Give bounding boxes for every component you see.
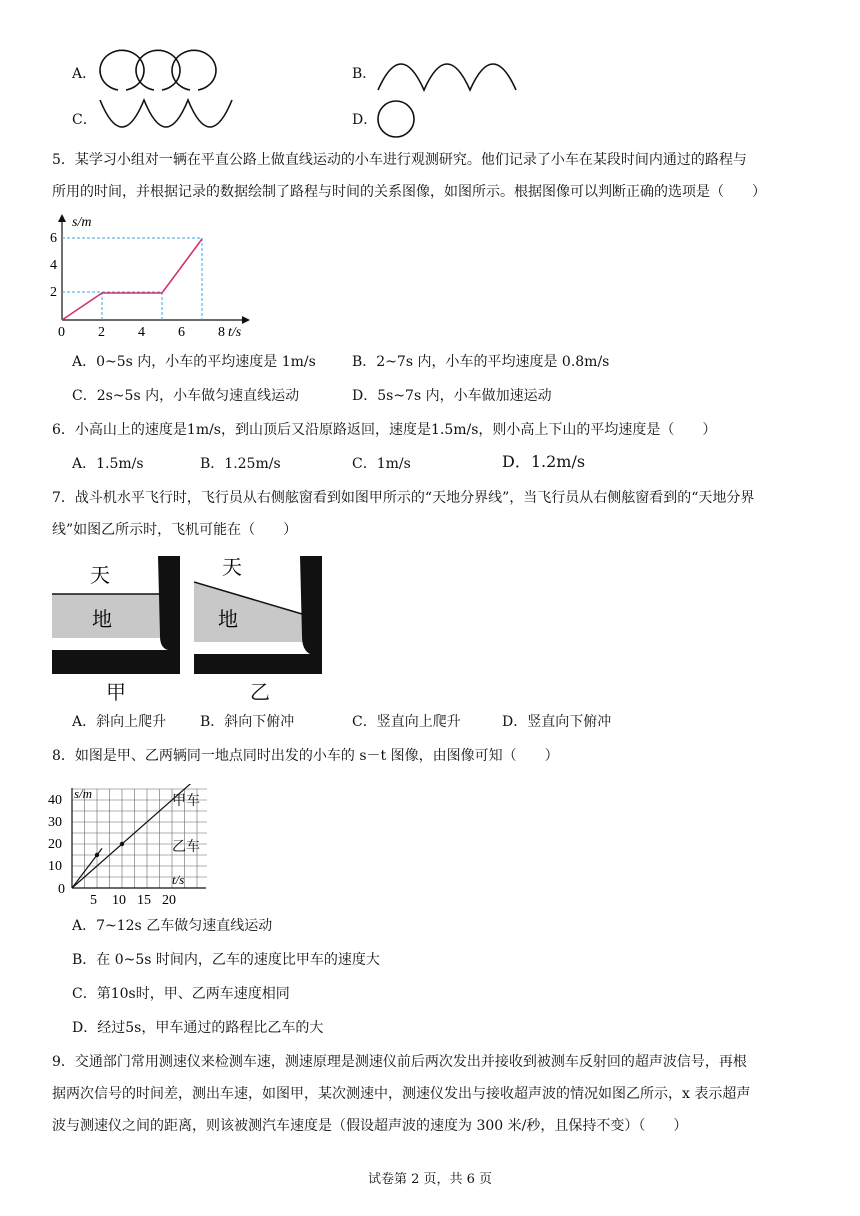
q7-figure-jia <box>52 556 180 674</box>
series-jia-point <box>120 842 124 846</box>
x-tick-2: 2 <box>98 325 105 340</box>
q4-option-a-figure <box>96 46 224 94</box>
loop-3 <box>172 50 216 90</box>
q4-option-c-figure <box>96 98 236 140</box>
x-tick-15: 15 <box>137 893 151 908</box>
q7-stem-line2: 线”如图乙所示时，飞机可能在（ ） <box>52 522 298 538</box>
q9-stem-line3: 波与测速仪之间的距离，则该被测汽车速度是（假设超声波的速度为 300 米/秒，且保持不变）（ ） <box>52 1118 688 1134</box>
x-tick-4: 4 <box>138 325 145 340</box>
q5-option-d: D．5s~7s 内，小车做加速运动 <box>352 388 552 404</box>
q5-option-a: A．0~5s 内，小车的平均速度是 1m/s <box>72 354 316 370</box>
q8-option-c: C．第10s时，甲、乙两车速度相同 <box>72 986 290 1002</box>
y-axis-arrow <box>58 214 66 222</box>
y-tick-20: 20 <box>48 837 62 852</box>
q7-option-b: B．斜向下俯冲 <box>200 714 295 730</box>
q4-option-a-label: A． <box>72 66 97 82</box>
y-tick-10: 10 <box>48 859 62 874</box>
series-jia-label: 甲车 <box>172 793 200 809</box>
guide-lines <box>62 238 202 320</box>
q6-option-b: B．1.25m/s <box>200 456 281 472</box>
q6-option-d: D．1.2m/s <box>502 452 586 471</box>
q4-option-b-figure <box>374 50 530 92</box>
q7-caption-yi: 乙 <box>250 680 270 704</box>
q7-stem-line1: 7．战斗机水平飞行时，飞行员从右侧舷窗看到如图甲所示的“天地分界线”，当飞行员从右侧舷窗看到的“天地分界 <box>52 490 755 506</box>
sky-label: 天 <box>222 557 242 579</box>
q5-option-c: C．2s~5s 内，小车做匀速直线运动 <box>72 388 300 404</box>
q6-option-c: C．1m/s <box>352 456 411 472</box>
sky-label: 天 <box>90 565 110 587</box>
q6-option-a: A．1.5m/s <box>72 456 144 472</box>
q4-option-c-label: C． <box>72 112 97 128</box>
x-tick-10: 10 <box>112 893 126 908</box>
y-tick-0: 0 <box>58 882 65 897</box>
q9-stem-line1: 9．交通部门常用测速仪来检测车速，测速原理是测速仪前后两次发出并接收到被测车反射回的超声波信号，再根 <box>52 1054 747 1070</box>
q7-caption-jia: 甲 <box>106 680 126 704</box>
y-tick-30: 30 <box>48 815 62 830</box>
q4-option-b-label: B． <box>352 66 377 82</box>
x-tick-0: 0 <box>58 325 65 340</box>
q8-stem: 8．如图是甲、乙两辆同一地点同时出发的小车的 s－t 图像，由图像可知（ ） <box>52 748 559 764</box>
q6-stem: 6．小高山上的速度是1m/s，到山顶后又沿原路返回，速度是1.5m/s，则小高上下山的平均速度是（ ） <box>52 422 717 438</box>
x-axis-label: t/s <box>172 872 185 887</box>
x-tick-8: 8 <box>218 325 225 340</box>
q8-option-d: D．经过5s，甲车通过的路程比乙车的大 <box>72 1020 324 1036</box>
q5-option-b: B．2~7s 内，小车的平均速度是 0.8m/s <box>352 354 610 370</box>
q7-option-c: C．竖直向上爬升 <box>352 714 461 730</box>
q9-stem-line2: 据两次信号的时间差，测出车速，如图甲，某次测速中，测速仪发出与接收超声波的情况如图乙所示，x 表示超声 <box>52 1086 751 1102</box>
y-axis-label: s/m <box>72 215 92 230</box>
ground-area <box>52 594 174 638</box>
y-axis-label: s/m <box>74 786 93 801</box>
q8-option-b: B．在 0~5s 时间内，乙车的速度比甲车的速度大 <box>72 952 380 968</box>
q7-option-a: A．斜向上爬升 <box>72 714 167 730</box>
y-tick-4: 4 <box>50 258 57 273</box>
q5-stem-line1: 5．某学习小组对一辆在平直公路上做直线运动的小车进行观测研究。他们记录了小车在某段时间内通过的路程与 <box>52 152 747 168</box>
q7-figure-yi <box>194 556 322 674</box>
series-yi-label: 乙车 <box>172 839 200 855</box>
ground-label: 地 <box>92 609 112 631</box>
loop-2 <box>136 50 180 90</box>
loop-1 <box>100 50 144 90</box>
q7-option-d: D．竖直向下俯冲 <box>502 714 612 730</box>
x-axis-arrow <box>242 316 250 324</box>
series-yi-point <box>95 853 99 857</box>
ground-label: 地 <box>218 609 238 631</box>
q4-option-d-figure <box>374 98 420 140</box>
y-tick-40: 40 <box>48 793 62 808</box>
q5-stem-line2: 所用的时间，并根据记录的数据绘制了路程与时间的关系图像，如图所示。根据图像可以判断正确的选项是（ ） <box>52 184 766 200</box>
q8-option-a: A．7~12s 乙车做匀速直线运动 <box>72 918 273 934</box>
x-axis-label: t/s <box>228 325 242 340</box>
x-tick-6: 6 <box>178 325 185 340</box>
page-footer: 试卷第 2 页，共 6 页 <box>367 1172 493 1187</box>
x-tick-20: 20 <box>162 893 176 908</box>
y-tick-6: 6 <box>50 231 57 246</box>
q5-st-graph <box>48 212 258 344</box>
q4-option-d-label: D． <box>352 112 378 128</box>
q5-data-line <box>62 239 202 320</box>
y-tick-2: 2 <box>50 285 57 300</box>
x-tick-5: 5 <box>90 893 97 908</box>
